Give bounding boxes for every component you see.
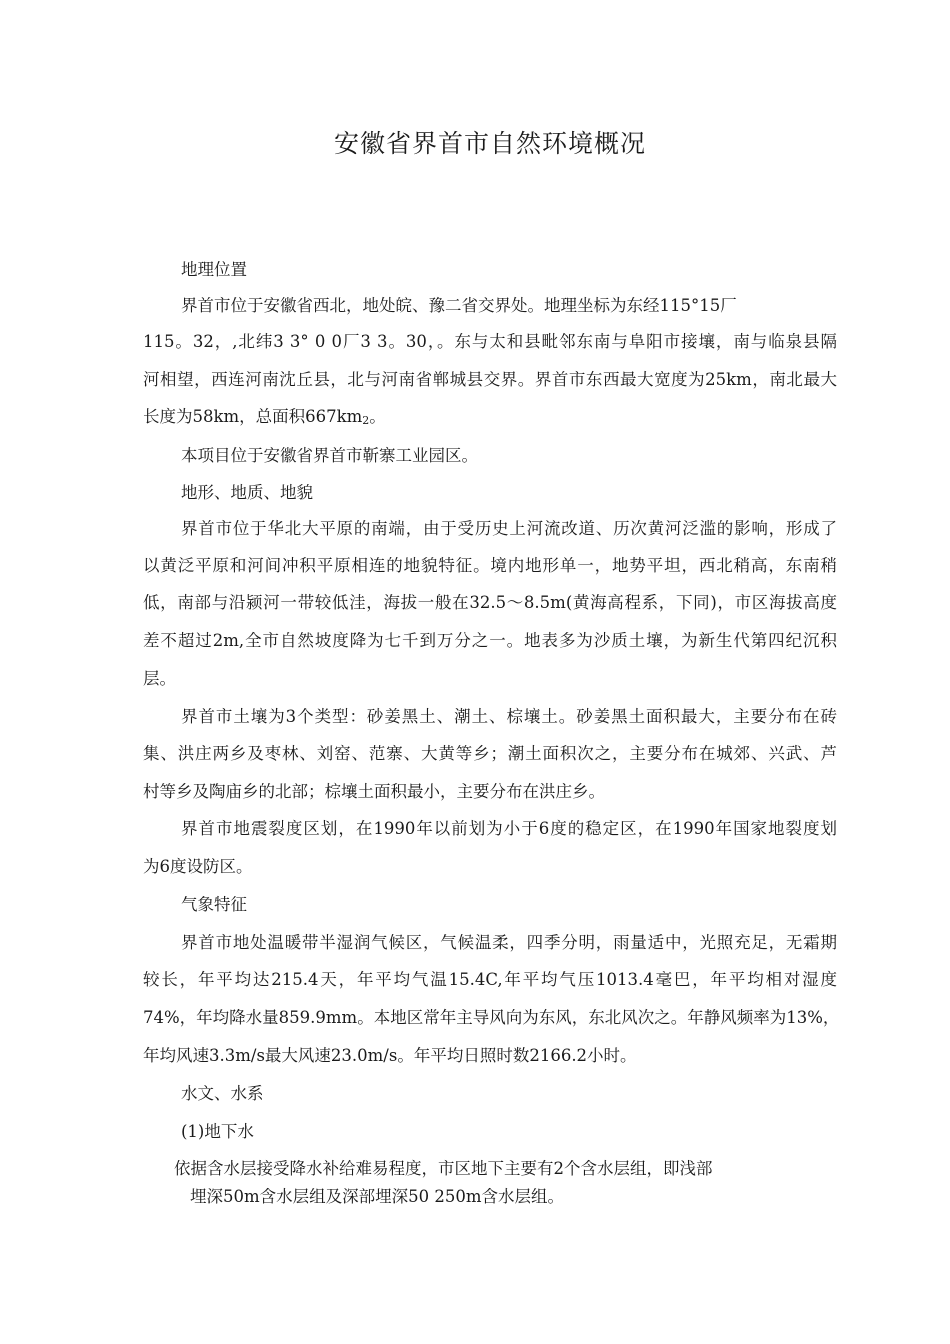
page-title: 安徽省界首市自然环境概况	[333, 129, 646, 158]
paragraph-line: 界首市土壤为3个类型：砂姜黑土、潮土、棕壤土。砂姜黑土面积最大，主要分布在砖	[181, 707, 837, 726]
paragraph-line: 115。32，,北纬3 3° 0 0厂3 3。30，。东与太和县毗邻东南与阜阳市接壤，南与临泉县隔	[143, 332, 837, 351]
paragraph-line: 年均风速3.3m/s最大风速23.0m/s。年平均日照时数2166.2小时。	[143, 1046, 637, 1065]
section-heading-terrain: 地形、地质、地貌	[181, 483, 313, 502]
paragraph-line: 差不超过2m,全市自然坡度降为七千到万分之一。地表多为沙质土壤，为新生代第四纪沉积	[143, 631, 837, 650]
paragraph-line: 以黄泛平原和河间冲积平原相连的地貌特征。境内地形单一，地势平坦，西北稍高，东南稍	[143, 556, 837, 575]
section-heading-climate: 气象特征	[181, 895, 247, 914]
subsection-heading-groundwater: (1)地下水	[181, 1122, 254, 1141]
area-text: 长度为58km，总面积667km	[143, 407, 363, 426]
paragraph-line: 层。	[143, 669, 176, 688]
paragraph-line: 依据含水层接受降水补给难易程度，市区地下主要有2个含水层组，即浅部	[174, 1159, 713, 1178]
paragraph-line: 低，南部与沿颍河一带较低洼，海拔一般在32.5〜8.5m(黄海高程系，下同)，市区海拔高度	[143, 593, 837, 612]
area-unit-exponent: 2	[362, 414, 370, 427]
paragraph-line: 界首市地震裂度区划，在1990年以前划为小于6度的稳定区，在1990年国家地裂度划	[181, 819, 837, 838]
paragraph-line: 河相望，西连河南沈丘县，北与河南省郸城县交界。界首市东西最大宽度为25km，南北最大	[143, 370, 837, 389]
section-heading-hydrology: 水文、水系	[181, 1084, 264, 1103]
paragraph-line: 集、洪庄两乡及枣林、刘窑、范寨、大黄等乡；潮土面积次之，主要分布在城郊、兴武、芦	[143, 744, 837, 763]
area-period: 。	[369, 407, 386, 426]
paragraph-line: 74%，年均降水量859.9mm。本地区常年主导风向为东风，东北风次之。年静风频率为13%，	[143, 1008, 840, 1027]
paragraph-line: 为6度设防区。	[143, 857, 253, 876]
paragraph-line: 界首市位于华北大平原的南端，由于受历史上河流改道、历次黄河泛滥的影响，形成了	[181, 519, 837, 538]
section-heading-geography: 地理位置	[181, 260, 247, 279]
paragraph-line: 本项目位于安徽省界首市靳寨工业园区。	[181, 446, 478, 465]
paragraph-line: 界首市位于安徽省西北，地处皖、豫二省交界处。地理坐标为东经115°15厂	[181, 296, 737, 315]
paragraph-line: 村等乡及陶庙乡的北部；棕壤土面积最小，主要分布在洪庄乡。	[143, 782, 605, 801]
paragraph-line: 界首市地处温暖带半湿润气候区，气候温柔，四季分明，雨量适中，光照充足，无霜期	[181, 933, 837, 952]
paragraph-line: 较长，年平均达215.4天，年平均气温15.4C,年平均气压1013.4毫巴，年平均相对湿度	[143, 970, 837, 989]
paragraph-line: 埋深50m含水层组及深部埋深50 250m含水层组。	[190, 1187, 565, 1206]
paragraph-line	[143, 406, 386, 432]
